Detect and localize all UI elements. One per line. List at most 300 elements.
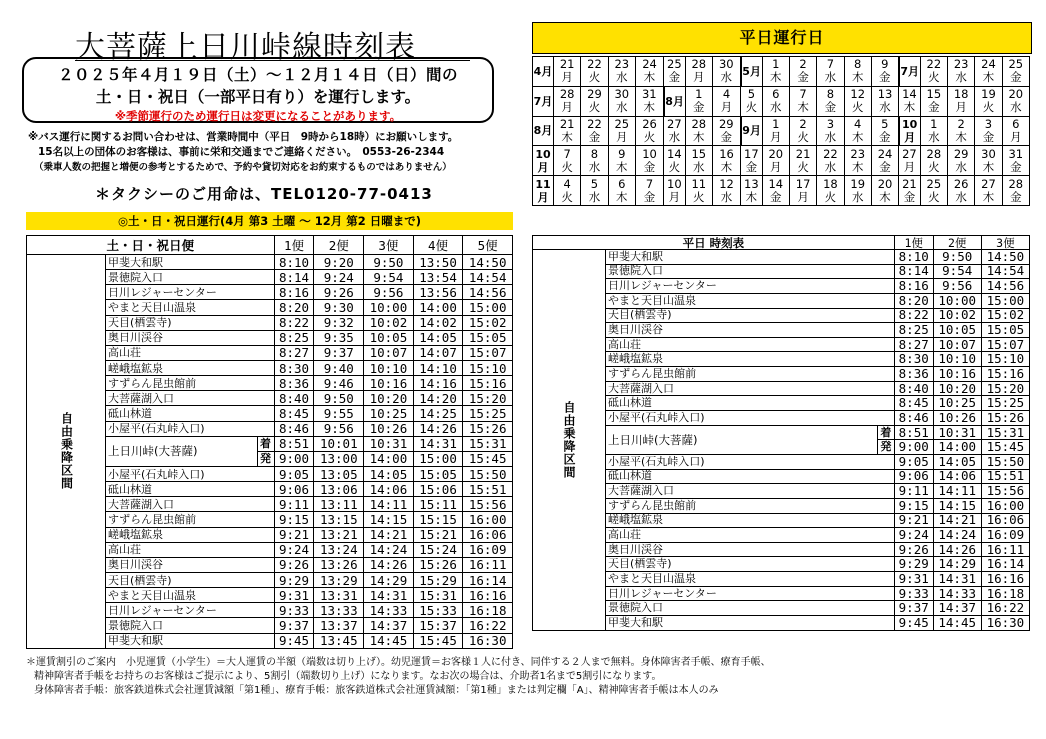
day-of-week: 月 — [720, 100, 733, 115]
day-number: 29 — [953, 146, 969, 161]
departure-time: 8:25 — [894, 323, 933, 338]
departure-marker: 発 — [877, 440, 894, 455]
stop-name: 小屋平(石丸峠入口) — [606, 454, 895, 469]
header-label: 土・日・祝日便 — [27, 236, 275, 255]
day-of-week: 火 — [982, 100, 995, 115]
day-of-week: 火 — [561, 189, 573, 204]
timetable-row — [533, 469, 1030, 484]
day-number: 28 — [691, 116, 707, 131]
departure-time: 14:05 — [933, 454, 981, 469]
departure-time: 10:07 — [933, 337, 981, 352]
calendar-day — [1002, 116, 1029, 146]
timetable-row — [533, 498, 1030, 513]
departure-time: 13:45 — [314, 633, 364, 648]
day-of-week: 金 — [745, 159, 758, 174]
arrival-time: 10:31 — [364, 436, 414, 451]
departure-time: 9:40 — [314, 360, 364, 375]
departure-time: 14:25 — [413, 406, 463, 421]
departure-time: 10:10 — [364, 360, 414, 375]
departure-time: 14:10 — [413, 360, 463, 375]
day-number: 25 — [1008, 57, 1024, 72]
departure-time: 8:20 — [894, 293, 933, 308]
calendar-day — [554, 146, 581, 176]
calendar-row — [533, 146, 1030, 176]
day-number: 13 — [877, 87, 893, 102]
day-of-week: 木 — [643, 70, 656, 85]
departure-time: 16:09 — [981, 528, 1029, 543]
calendar-day — [871, 86, 898, 116]
day-of-week: 水 — [720, 189, 733, 204]
day-of-week: 火 — [797, 159, 809, 174]
departure-time: 9:56 — [933, 279, 981, 294]
day-of-week: 水 — [879, 100, 891, 115]
departure-time: 9:31 — [894, 572, 933, 587]
day-of-week: 木 — [720, 159, 733, 174]
calendar-day — [899, 146, 921, 176]
day-of-week: 火 — [588, 70, 601, 85]
stop-name: 砥山林道 — [606, 396, 895, 411]
day-number: 24 — [642, 57, 657, 72]
departure-time: 16:14 — [981, 557, 1029, 572]
day-of-week: 木 — [982, 159, 995, 174]
departure-time: 15:45 — [463, 451, 513, 466]
calendar-day — [712, 116, 740, 146]
day-of-week: 金 — [643, 189, 656, 204]
calendar-day — [817, 116, 844, 146]
calendar-day — [920, 116, 947, 146]
departure-time: 10:16 — [933, 367, 981, 382]
departure-time: 13:29 — [314, 572, 364, 587]
stop-name: やまと天目山温泉 — [606, 572, 895, 587]
departure-time: 9:33 — [274, 603, 314, 618]
day-number: 9 — [618, 146, 626, 161]
calendar-day — [581, 57, 608, 87]
departure-time: 14:05 — [413, 330, 463, 345]
day-number: 17 — [795, 176, 811, 191]
arrival-time: 8:51 — [274, 436, 314, 451]
timetable-row — [533, 367, 1030, 382]
day-number: 31 — [641, 87, 657, 102]
departure-time: 8:20 — [274, 300, 314, 315]
stop-name: 景徳院入口 — [606, 264, 895, 279]
operation-period-box — [22, 57, 494, 123]
day-of-week: 水 — [851, 189, 864, 204]
departure-time: 9:45 — [894, 616, 933, 631]
day-of-week: 木 — [616, 159, 628, 174]
calendar-day — [712, 146, 740, 176]
departure-time: 14:56 — [463, 285, 513, 300]
day-of-week: 水 — [1010, 100, 1022, 115]
day-of-week: 月 — [955, 100, 967, 115]
stop-name: やまと天目山温泉 — [106, 588, 275, 603]
departure-time: 15:26 — [413, 557, 463, 572]
departure-time: 8:30 — [894, 352, 933, 367]
departure-time: 14:21 — [364, 527, 414, 542]
calendar-day — [975, 176, 1002, 206]
calendar-day — [554, 86, 581, 116]
day-number: 24 — [877, 146, 893, 161]
departure-time: 15:20 — [981, 381, 1029, 396]
day-of-week: 水 — [955, 159, 967, 174]
calendar-month: 10月 — [533, 146, 554, 176]
departure-time: 15:15 — [413, 512, 463, 527]
timetable-row — [533, 484, 1030, 499]
departure-time: 9:37 — [314, 345, 364, 360]
stop-name: 大菩薩湖入口 — [106, 497, 275, 512]
day-of-week: 水 — [668, 129, 681, 144]
departure-time: 8:10 — [274, 255, 314, 270]
day-of-week: 水 — [824, 70, 837, 85]
departure-time: 9:24 — [314, 270, 364, 285]
calendar-day — [789, 86, 816, 116]
day-number: 28 — [926, 146, 942, 161]
calendar-day — [664, 57, 686, 87]
day-number: 5 — [881, 116, 889, 131]
calendar-month: 4月 — [533, 57, 554, 87]
departure-time: 8:22 — [274, 315, 314, 330]
day-of-week: 火 — [561, 159, 573, 174]
free-boarding-section-label: 自由乗降区間 — [27, 255, 106, 649]
stop-name: 景徳院入口 — [106, 270, 275, 285]
departure-time: 8:27 — [274, 345, 314, 360]
day-number: 30 — [718, 57, 734, 72]
departure-time: 8:45 — [894, 396, 933, 411]
stop-name: 大菩薩湖入口 — [106, 391, 275, 406]
day-of-week: 金 — [879, 129, 891, 144]
day-of-week: 水 — [928, 129, 940, 144]
departure-time: 16:00 — [463, 512, 513, 527]
day-number: 3 — [826, 116, 835, 131]
calendar-day — [685, 146, 712, 176]
day-number: 12 — [719, 176, 734, 191]
calendar-day — [741, 176, 763, 206]
departure-marker: 発 — [257, 451, 274, 466]
day-number: 22 — [823, 146, 838, 161]
departure-time: 14:06 — [933, 469, 981, 484]
day-number: 21 — [902, 176, 917, 191]
calendar-month: 7月 — [899, 57, 921, 87]
stop-name: 甲斐大和駅 — [106, 633, 275, 648]
day-of-week: 水 — [588, 189, 601, 204]
calendar-day — [608, 146, 635, 176]
day-of-week: 火 — [928, 70, 940, 85]
calendar-day — [948, 57, 975, 87]
departure-time: 9:05 — [274, 466, 314, 481]
stop-name: 天目(栖雲寺) — [106, 315, 275, 330]
day-number: 8 — [854, 57, 862, 72]
calendar-day — [844, 176, 871, 206]
day-of-week: 金 — [797, 70, 809, 85]
day-number: 28 — [691, 57, 707, 72]
day-number: 6 — [618, 176, 626, 191]
day-of-week: 金 — [879, 70, 891, 85]
departure-time: 14:26 — [364, 557, 414, 572]
departure-time: 10:05 — [933, 323, 981, 338]
departure-time: 15:06 — [413, 482, 463, 497]
day-of-week: 月 — [770, 159, 782, 174]
departure-time: 15:51 — [981, 469, 1029, 484]
note-line: （乗車人数の把握と増便の参考とするためで、予約や貸切対応をお約束するものではありません） — [34, 162, 452, 173]
departure-time: 9:06 — [894, 469, 933, 484]
day-number: 20 — [1008, 87, 1024, 102]
calendar-day — [899, 176, 921, 206]
day-number: 27 — [902, 146, 917, 161]
bus-header: 2便 — [933, 236, 981, 250]
departure-time: 13:50 — [413, 255, 463, 270]
departure-time: 9:20 — [314, 255, 364, 270]
departure-time: 10:02 — [933, 308, 981, 323]
day-number: 4 — [563, 176, 571, 191]
day-of-week: 月 — [561, 100, 573, 115]
calendar-day — [685, 57, 712, 87]
departure-time: 8:16 — [274, 285, 314, 300]
calendar-day — [608, 86, 635, 116]
stop-name: 景徳院入口 — [606, 601, 895, 616]
departure-time: 10:20 — [364, 391, 414, 406]
departure-time: 10:00 — [933, 293, 981, 308]
stop-name: 甲斐大和駅 — [606, 616, 895, 631]
stop-name: 嵯峨塩鉱泉 — [606, 352, 895, 367]
day-number: 7 — [645, 176, 654, 191]
day-of-week: 火 — [693, 189, 705, 204]
day-number: 2 — [799, 57, 807, 72]
calendar-day — [608, 116, 635, 146]
day-of-week: 火 — [588, 100, 601, 115]
timetable-row — [533, 411, 1030, 426]
arrival-time: 8:51 — [894, 425, 933, 440]
day-of-week: 月 — [693, 70, 705, 85]
stop-name: すずらん昆虫館前 — [606, 498, 895, 513]
departure-time: 14:00 — [413, 300, 463, 315]
departure-time: 16:06 — [981, 513, 1029, 528]
departure-time: 9:56 — [364, 285, 414, 300]
arrival-time: 15:31 — [463, 436, 513, 451]
departure-time: 9:15 — [894, 498, 933, 513]
calendar-day — [948, 146, 975, 176]
departure-time: 14:45 — [933, 616, 981, 631]
stop-name: 日川レジャーセンター — [606, 279, 895, 294]
departure-time: 15:05 — [463, 330, 513, 345]
day-number: 26 — [953, 176, 969, 191]
departure-time: 13:56 — [413, 285, 463, 300]
day-of-week: 金 — [770, 189, 782, 204]
bus-header: 5便 — [463, 236, 513, 255]
calendar-day — [920, 146, 947, 176]
day-of-week: 火 — [797, 129, 809, 144]
day-number: 21 — [559, 57, 575, 72]
departure-time: 13:15 — [314, 512, 364, 527]
day-of-week: 木 — [982, 189, 995, 204]
day-number: 3 — [984, 116, 993, 131]
timetable-row — [533, 513, 1030, 528]
calendar-day — [975, 116, 1002, 146]
departure-time: 9:21 — [894, 513, 933, 528]
departure-time: 15:29 — [413, 572, 463, 587]
departure-time: 9:56 — [314, 421, 364, 436]
departure-time: 9:05 — [894, 454, 933, 469]
weekday-calendar — [532, 56, 1030, 206]
departure-time: 9:32 — [314, 315, 364, 330]
calendar-day — [762, 176, 789, 206]
departure-time: 15:31 — [413, 588, 463, 603]
day-number: 12 — [850, 87, 866, 102]
departure-time: 15:56 — [463, 497, 513, 512]
day-number: 1 — [930, 116, 938, 131]
departure-time: 8:36 — [894, 367, 933, 382]
calendar-month: 8月 — [533, 116, 554, 146]
day-of-week: 木 — [561, 129, 573, 144]
calendar-day — [844, 86, 871, 116]
day-of-week: 水 — [955, 189, 967, 204]
day-number: 10 — [667, 176, 682, 191]
timetable-row — [533, 396, 1030, 411]
calendar-day — [871, 146, 898, 176]
day-of-week: 金 — [668, 70, 681, 85]
stop-name: 天目(栖雲寺) — [106, 572, 275, 587]
departure-time: 9:15 — [274, 512, 314, 527]
calendar-day — [581, 146, 608, 176]
day-of-week: 金 — [1010, 189, 1022, 204]
calendar-day — [1002, 146, 1029, 176]
departure-time: 15:45 — [413, 633, 463, 648]
day-of-week: 月 — [561, 70, 573, 85]
calendar-day — [871, 57, 898, 87]
calendar-row — [533, 57, 1030, 87]
stop-name: すずらん昆虫館前 — [106, 376, 275, 391]
page-title: 大菩薩上日川峠線時刻表 — [75, 30, 416, 65]
departure-time: 15:21 — [413, 527, 463, 542]
timetable-row — [533, 352, 1030, 367]
departure-time: 15:25 — [981, 396, 1029, 411]
departure-time: 13:00 — [314, 451, 364, 466]
day-number: 7 — [563, 146, 571, 161]
calendar-day — [899, 86, 921, 116]
day-of-week: 木 — [616, 189, 628, 204]
day-of-week: 水 — [616, 70, 628, 85]
departure-time: 10:02 — [364, 315, 414, 330]
departure-time: 15:00 — [463, 300, 513, 315]
departure-time: 13:11 — [314, 497, 364, 512]
bus-header: 3便 — [981, 236, 1029, 250]
stop-name: 日川レジャーセンター — [106, 603, 275, 618]
departure-time: 9:26 — [314, 285, 364, 300]
departure-time: 9:00 — [894, 440, 933, 455]
departure-time: 10:10 — [933, 352, 981, 367]
day-of-week: 金 — [643, 159, 656, 174]
departure-time: 9:06 — [274, 482, 314, 497]
day-of-week: 火 — [643, 129, 656, 144]
day-number: 15 — [926, 87, 942, 102]
day-number: 1 — [695, 87, 703, 102]
calendar-day — [844, 116, 871, 146]
day-number: 21 — [795, 146, 811, 161]
day-number: 5 — [590, 176, 599, 191]
departure-time: 9:31 — [274, 588, 314, 603]
bus-header: 2便 — [314, 236, 364, 255]
departure-time: 8:14 — [894, 264, 933, 279]
departure-time: 9:55 — [314, 406, 364, 421]
calendar-day — [948, 176, 975, 206]
departure-time: 9:11 — [274, 497, 314, 512]
departure-time: 16:00 — [981, 498, 1029, 513]
calendar-day — [554, 116, 581, 146]
weekday-timetable — [532, 235, 1030, 631]
day-of-week: 水 — [693, 159, 705, 174]
day-number: 2 — [799, 116, 807, 131]
departure-time: 9:50 — [933, 250, 981, 265]
day-number: 15 — [691, 146, 707, 161]
day-of-week: 金 — [928, 100, 940, 115]
timetable-row — [533, 601, 1030, 616]
day-of-week: 月 — [797, 189, 809, 204]
day-number: 19 — [850, 176, 866, 191]
stop-name: 景徳院入口 — [106, 618, 275, 633]
bus-header: 1便 — [894, 236, 933, 250]
day-number: 29 — [718, 116, 734, 131]
calendar-day — [664, 146, 686, 176]
footer-line: 身体障害者手帳：旅客鉄道株式会社運賃減額「第1種」、療育手帳：旅客鉄道株式会社運賃減額：「第1種」または判定欄「A」、精神障害者手帳は本人のみ — [34, 685, 719, 696]
departure-time: 14:26 — [413, 421, 463, 436]
departure-time: 16:22 — [463, 618, 513, 633]
calendar-month: 5月 — [741, 57, 763, 87]
day-number: 22 — [587, 57, 602, 72]
day-of-week: 金 — [1010, 70, 1022, 85]
calendar-day — [685, 86, 712, 116]
departure-time: 14:31 — [364, 588, 414, 603]
day-number: 7 — [826, 57, 835, 72]
departure-time: 15:11 — [413, 497, 463, 512]
day-of-week: 水 — [770, 100, 782, 115]
calendar-row — [533, 86, 1030, 116]
calendar-day — [1002, 57, 1029, 87]
stop-name: 甲斐大和駅 — [606, 250, 895, 265]
day-number: 22 — [926, 57, 942, 72]
calendar-day — [685, 176, 712, 206]
calendar-day — [1002, 86, 1029, 116]
departure-time: 15:00 — [413, 451, 463, 466]
day-number: 1 — [772, 116, 780, 131]
calendar-day — [817, 146, 844, 176]
arrival-marker: 着 — [877, 425, 894, 440]
departure-time: 13:05 — [314, 466, 364, 481]
day-of-week: 月 — [1010, 129, 1022, 144]
day-of-week: 木 — [982, 70, 995, 85]
day-number: 10 — [642, 146, 657, 161]
day-number: 17 — [744, 146, 759, 161]
calendar-row — [533, 176, 1030, 206]
departure-time: 14:29 — [364, 572, 414, 587]
day-of-week: 木 — [903, 100, 916, 115]
stop-name: 嵯峨塩鉱泉 — [106, 527, 275, 542]
day-number: 1 — [772, 57, 780, 72]
day-number: 23 — [850, 146, 866, 161]
day-of-week: 火 — [928, 159, 940, 174]
departure-time: 15:50 — [463, 466, 513, 481]
departure-time: 16:16 — [981, 572, 1029, 587]
calendar-day — [948, 116, 975, 146]
free-boarding-section-label: 自由乗降区間 — [533, 250, 606, 631]
departure-time: 8:27 — [894, 337, 933, 352]
day-of-week: 金 — [720, 129, 733, 144]
calendar-day — [871, 176, 898, 206]
timetable-row — [533, 454, 1030, 469]
calendar-day — [844, 146, 871, 176]
stop-name: やまと天目山温泉 — [606, 293, 895, 308]
day-number: 14 — [768, 176, 784, 191]
calendar-day — [664, 176, 686, 206]
departure-time: 8:46 — [894, 411, 933, 426]
departure-time: 16:06 — [463, 527, 513, 542]
